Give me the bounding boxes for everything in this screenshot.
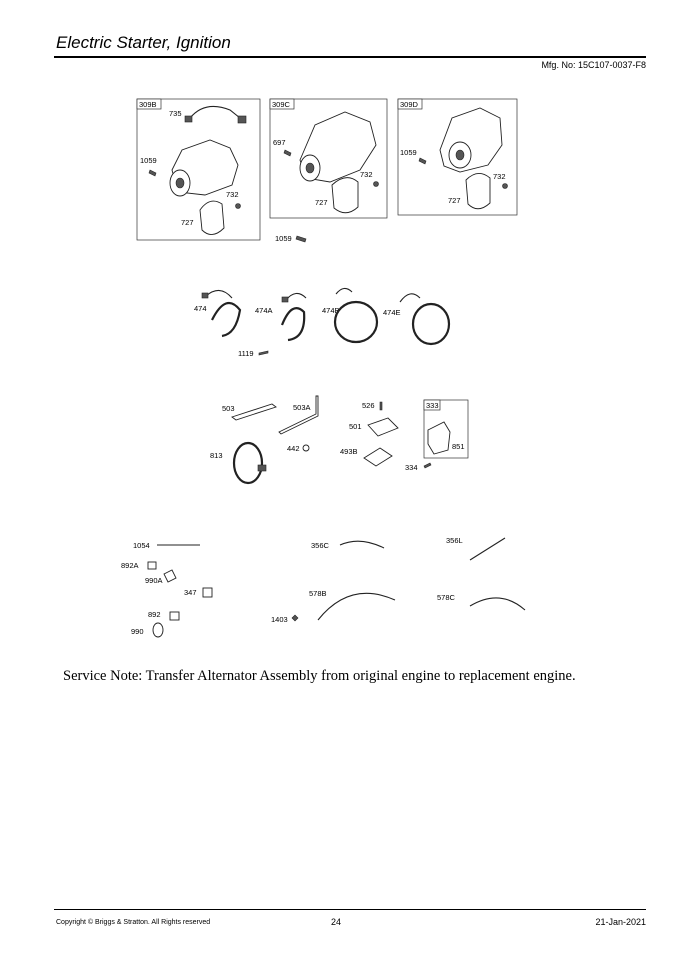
bolt-1059-c bbox=[419, 158, 426, 164]
callout-1054: 1054 bbox=[133, 541, 150, 550]
cover-727-a bbox=[200, 201, 224, 234]
wire-474e bbox=[400, 294, 420, 302]
callout-1059-b: 1059 bbox=[275, 234, 292, 243]
callout-503: 503 bbox=[222, 404, 235, 413]
footer-date: 21-Jan-2021 bbox=[595, 917, 646, 927]
nut-732-c bbox=[503, 184, 508, 189]
harness-356l bbox=[470, 538, 505, 560]
callout-732-a: 732 bbox=[226, 190, 239, 199]
box-333-label: 333 bbox=[426, 401, 439, 410]
connector-474a bbox=[282, 297, 288, 302]
callout-1059-c: 1059 bbox=[400, 148, 417, 157]
screw-697 bbox=[284, 150, 291, 156]
starter-motor-309d bbox=[440, 108, 502, 172]
callout-1119: 1119 bbox=[238, 349, 254, 358]
switch-892 bbox=[170, 612, 179, 620]
connector-474 bbox=[202, 293, 208, 298]
band-813 bbox=[234, 443, 262, 483]
key-990 bbox=[153, 623, 163, 637]
module-501 bbox=[368, 418, 398, 436]
callout-892: 892 bbox=[148, 610, 161, 619]
callout-501: 501 bbox=[349, 422, 362, 431]
callout-442: 442 bbox=[287, 444, 300, 453]
callout-813: 813 bbox=[210, 451, 223, 460]
callout-356l: 356L bbox=[446, 536, 463, 545]
callout-727-c: 727 bbox=[448, 196, 461, 205]
nut-732-a bbox=[236, 204, 241, 209]
box-309b-label: 309B bbox=[139, 100, 157, 109]
nut-442 bbox=[303, 445, 309, 451]
callout-347: 347 bbox=[184, 588, 197, 597]
callout-892a: 892A bbox=[121, 561, 139, 570]
manufacturer-number: Mfg. No: 15C107-0037-F8 bbox=[541, 60, 646, 70]
stator-474 bbox=[212, 303, 240, 336]
harness-578c bbox=[470, 598, 525, 610]
callout-727-b: 727 bbox=[315, 198, 328, 207]
callout-334: 334 bbox=[405, 463, 418, 472]
harness-356c bbox=[340, 541, 384, 548]
callout-474a: 474A bbox=[255, 306, 273, 315]
callout-735: 735 bbox=[169, 109, 182, 118]
plug-347 bbox=[203, 588, 212, 597]
callout-697: 697 bbox=[273, 138, 286, 147]
callout-732-c: 732 bbox=[493, 172, 506, 181]
wire-474 bbox=[206, 290, 232, 298]
cover-727-c bbox=[466, 173, 490, 208]
bracket-503a bbox=[279, 396, 318, 434]
callout-474e: 474E bbox=[383, 308, 401, 317]
bracket-493b bbox=[364, 448, 392, 466]
bolt-1403 bbox=[292, 615, 298, 621]
harness-578b bbox=[318, 593, 395, 620]
wire-474a bbox=[286, 293, 306, 300]
connector-735-a bbox=[185, 116, 192, 122]
callout-493b: 493B bbox=[340, 447, 358, 456]
screw-526 bbox=[380, 402, 382, 410]
callout-526: 526 bbox=[362, 401, 375, 410]
stator-474b bbox=[335, 302, 377, 342]
bolt-1059-b bbox=[296, 236, 306, 242]
starter-309c-group bbox=[270, 99, 387, 218]
footer-page-number: 24 bbox=[331, 917, 342, 927]
wire-474b bbox=[336, 288, 352, 294]
callout-503a: 503A bbox=[293, 403, 311, 412]
starter-pinion-309c bbox=[306, 163, 314, 173]
connector-735-b bbox=[238, 116, 246, 123]
service-note: Service Note: Transfer Alternator Assembly from original engine to replacement engine. bbox=[63, 668, 576, 684]
callout-990a: 990A bbox=[145, 576, 163, 585]
switch-892a bbox=[148, 562, 156, 569]
callout-578c: 578C bbox=[437, 593, 455, 602]
cover-727-b bbox=[332, 178, 358, 213]
page-title: Electric Starter, Ignition bbox=[56, 33, 231, 52]
starter-309d-group bbox=[398, 99, 517, 215]
box-309c-label: 309C bbox=[272, 100, 290, 109]
box-309d-label: 309D bbox=[400, 100, 418, 109]
bracket-503 bbox=[232, 404, 276, 420]
callout-1403: 1403 bbox=[271, 615, 288, 624]
callout-578b: 578B bbox=[309, 589, 327, 598]
armature-333 bbox=[428, 422, 450, 454]
nut-732-b bbox=[374, 182, 379, 187]
alternator-row bbox=[194, 288, 449, 358]
stator-474a bbox=[282, 308, 304, 340]
clip-813 bbox=[258, 465, 266, 471]
callout-732-b: 732 bbox=[360, 170, 373, 179]
ignition-parts-row bbox=[210, 396, 468, 483]
callout-1059-a: 1059 bbox=[140, 156, 157, 165]
switch-and-harness-row bbox=[121, 536, 525, 637]
starter-pinion-309b bbox=[176, 178, 184, 188]
starter-pinion-309d bbox=[456, 150, 464, 160]
screw-334 bbox=[424, 463, 431, 468]
bolt-1059-a bbox=[149, 170, 156, 176]
wire-735 bbox=[190, 106, 240, 118]
callout-356c: 356C bbox=[311, 541, 329, 550]
footer-divider bbox=[54, 909, 646, 910]
starter-309b-group bbox=[137, 99, 260, 240]
key-990a bbox=[164, 570, 176, 582]
callout-474b: 474B bbox=[322, 306, 340, 315]
callout-727-a: 727 bbox=[181, 218, 194, 227]
screw-1119 bbox=[259, 351, 268, 355]
callout-990: 990 bbox=[131, 627, 144, 636]
callout-474: 474 bbox=[194, 304, 207, 313]
footer-copyright: Copyright © Briggs & Stratton. All Rights reserved bbox=[56, 919, 211, 926]
stator-474e bbox=[413, 304, 449, 344]
callout-851: 851 bbox=[452, 442, 465, 451]
